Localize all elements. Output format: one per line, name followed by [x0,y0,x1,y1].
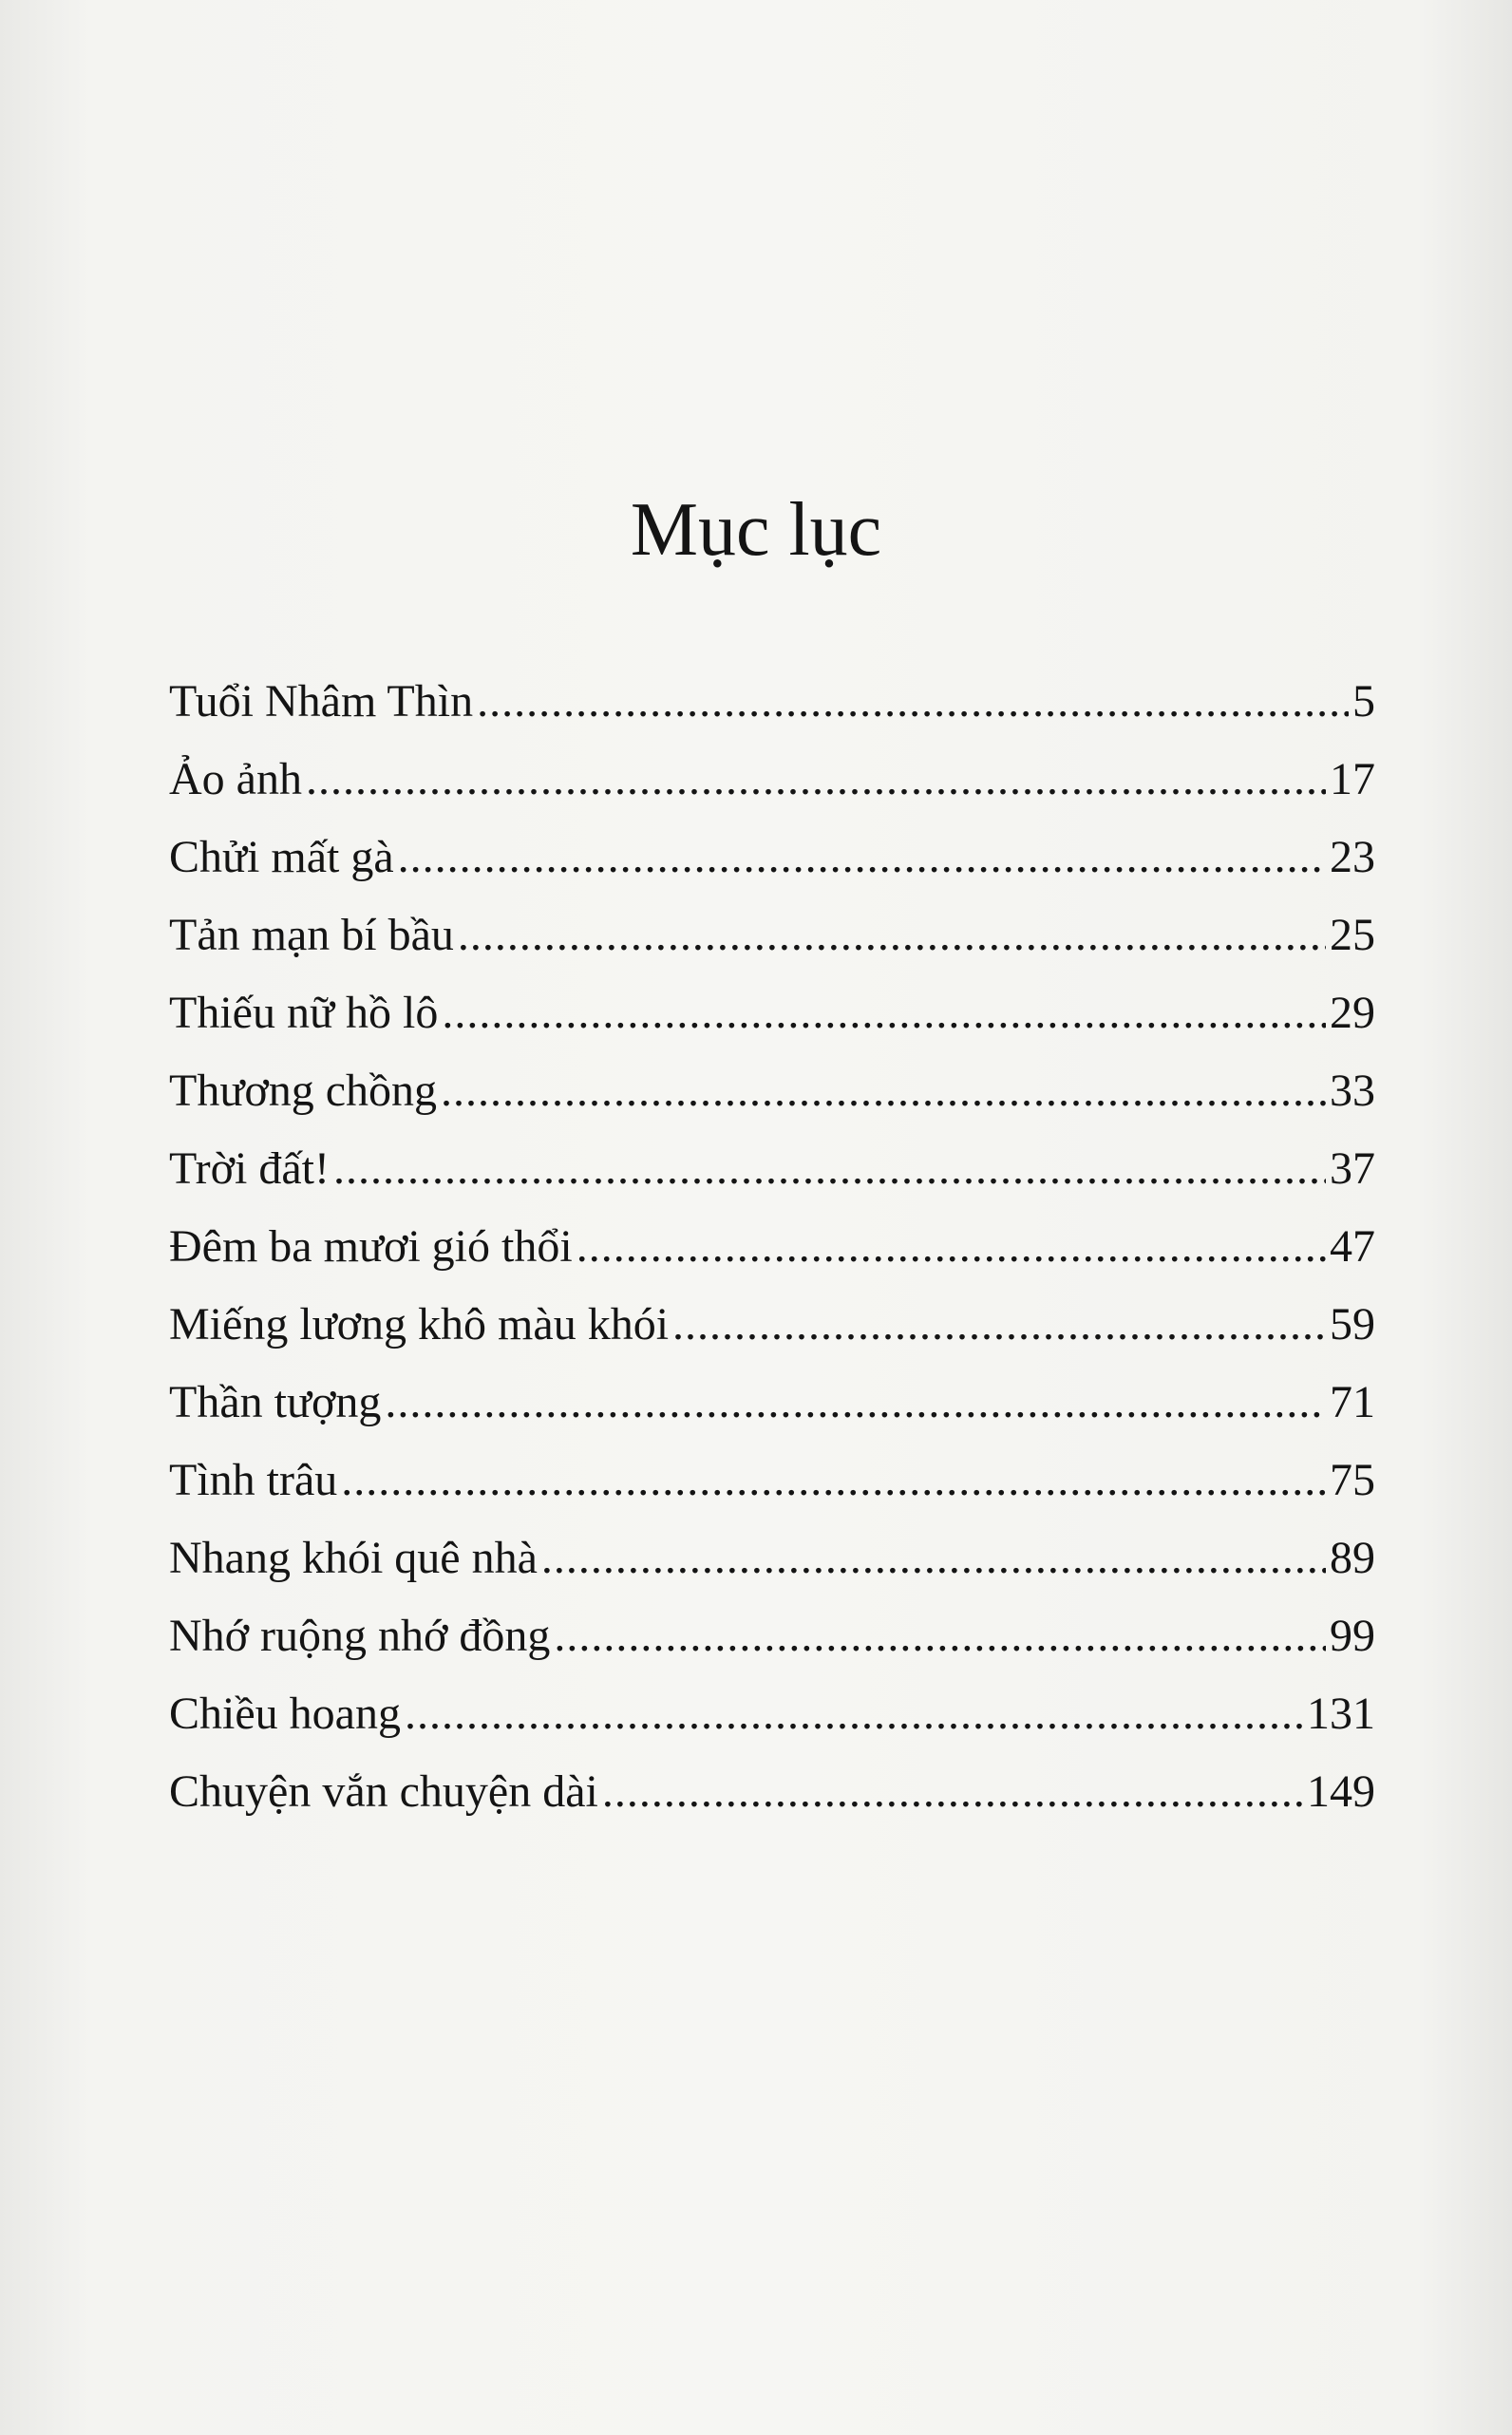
toc-entry-page: 17 [1330,754,1375,804]
toc-entry-page: 59 [1330,1299,1375,1350]
toc-entry-label: Tuổi Nhâm Thìn [169,676,474,727]
toc-entry-page: 47 [1330,1221,1375,1272]
dot-leader [442,974,1326,1052]
dot-leader [458,897,1326,974]
toc-entry-label: Thần tượng [169,1377,382,1427]
toc-entry-page: 71 [1330,1377,1375,1427]
dot-leader [398,819,1326,897]
toc-entry [169,1442,1375,1520]
toc-entry [169,1753,1375,1831]
dot-leader [672,1286,1326,1364]
dot-leader [441,1052,1326,1130]
toc-entry-label: Thương chồng [169,1066,438,1116]
toc-entry-page: 23 [1330,832,1375,882]
toc-entry-label: Chuyện vắn chuyện dài [169,1766,598,1817]
dot-leader [477,663,1349,741]
toc-entry-page: 99 [1330,1611,1375,1661]
toc-entry [169,741,1375,819]
dot-leader [405,1675,1303,1753]
toc-entry-label: Ảo ảnh [169,754,302,804]
toc-entry [169,1052,1375,1130]
toc-entry-label: Chiều hoang [169,1689,401,1739]
toc-entry [169,1286,1375,1364]
table-of-contents [169,663,1375,1831]
toc-entry-label: Thiếu nữ hồ lô [169,988,439,1038]
toc-entry-page: 37 [1330,1143,1375,1194]
toc-entry [169,663,1375,741]
page-title: Mục lục [630,488,882,572]
toc-entry-page: 29 [1330,988,1375,1038]
toc-entry-page: 131 [1307,1689,1375,1739]
toc-entry [169,1364,1375,1442]
toc-entry-page: 75 [1330,1455,1375,1505]
toc-entry-label: Đêm ba mươi gió thổi [169,1221,573,1272]
toc-entry-label: Chửi mất gà [169,832,394,882]
toc-entry [169,1520,1375,1597]
toc-entry-page: 149 [1307,1766,1375,1817]
dot-leader [385,1364,1326,1442]
toc-entry [169,974,1375,1052]
toc-entry [169,1130,1375,1208]
toc-entry-page: 25 [1330,910,1375,960]
dot-leader [333,1130,1326,1208]
toc-entry-page: 5 [1352,676,1375,727]
toc-entry-label: Miếng lương khô màu khói [169,1299,670,1350]
toc-entry-label: Tình trâu [169,1455,338,1505]
dot-leader [341,1442,1326,1520]
toc-entry-label: Tản mạn bí bầu [169,910,454,960]
toc-entry-label: Nhang khói quê nhà [169,1533,538,1583]
dot-leader [306,741,1326,819]
toc-entry [169,897,1375,974]
toc-entry [169,1208,1375,1286]
dot-leader [554,1597,1326,1675]
dot-leader [541,1520,1326,1597]
toc-entry-page: 33 [1330,1066,1375,1116]
toc-entry-page: 89 [1330,1533,1375,1583]
toc-entry [169,1675,1375,1753]
toc-entry-label: Trời đất! [169,1143,330,1194]
toc-entry [169,819,1375,897]
dot-leader [576,1208,1326,1286]
toc-entry-label: Nhớ ruộng nhớ đồng [169,1611,551,1661]
toc-entry [169,1597,1375,1675]
dot-leader [602,1753,1303,1831]
